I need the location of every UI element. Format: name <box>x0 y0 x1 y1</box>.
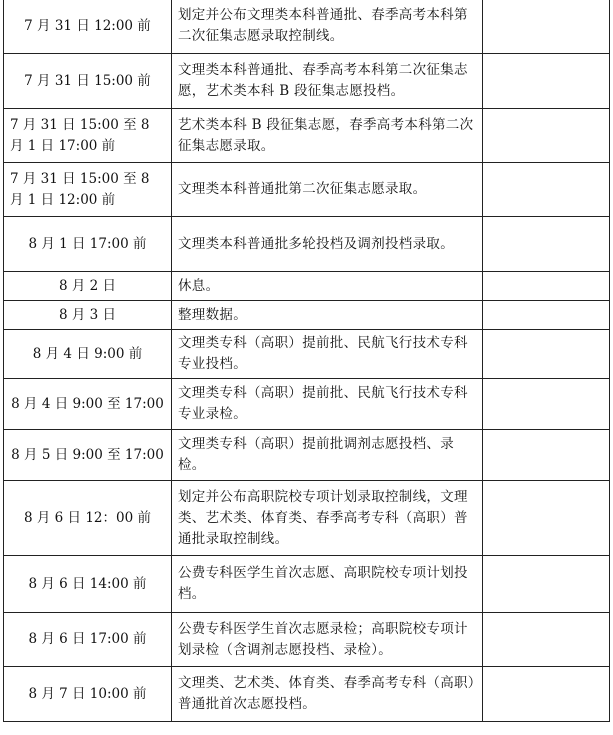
note-cell <box>483 54 610 109</box>
note-cell <box>483 330 610 379</box>
note-cell <box>483 481 610 556</box>
note-cell <box>483 0 610 54</box>
description-cell: 公费专科医学生首次志愿、高职院校专项计划投档。 <box>172 556 483 613</box>
time-cell: 8 月 2 日 <box>4 272 172 301</box>
time-cell: 7 月 31 日 15:00 前 <box>4 54 172 109</box>
time-cell: 8 月 6 日 17:00 前 <box>4 613 172 667</box>
description-cell: 文理类本科普通批第二次征集志愿录取。 <box>172 163 483 217</box>
time-cell: 8 月 4 日 9:00 至 17:00 <box>4 379 172 430</box>
table-row <box>4 272 610 301</box>
table-row <box>4 301 610 330</box>
description-cell: 艺术类本科 B 段征集志愿，春季高考本科第二次征集志愿录取。 <box>172 109 483 163</box>
time-cell: 7 月 31 日 15:00 至 8 月 1 日 17:00 前 <box>4 109 172 163</box>
time-cell: 8 月 4 日 9:00 前 <box>4 330 172 379</box>
note-cell <box>483 430 610 481</box>
note-cell <box>483 301 610 330</box>
description-cell: 划定并公布高职院校专项计划录取控制线，文理类、艺术类、体育类、春季高考专科（高职）普通批录取控制线。 <box>172 481 483 556</box>
description-cell: 整理数据。 <box>172 301 483 330</box>
note-cell <box>483 667 610 722</box>
description-cell: 文理类、艺术类、体育类、春季高考专科（高职）普通批首次志愿投档。 <box>172 667 483 722</box>
description-cell: 休息。 <box>172 272 483 301</box>
table-row <box>4 163 610 217</box>
table-row <box>4 54 610 109</box>
note-cell <box>483 379 610 430</box>
time-cell: 8 月 1 日 17:00 前 <box>4 217 172 272</box>
table-row <box>4 481 610 556</box>
description-cell: 文理类本科普通批多轮投档及调剂投档录取。 <box>172 217 483 272</box>
table-row <box>4 217 610 272</box>
table-row <box>4 0 610 54</box>
admission-schedule-table <box>3 0 610 722</box>
table-row <box>4 430 610 481</box>
table-row <box>4 667 610 722</box>
note-cell <box>483 613 610 667</box>
time-cell: 8 月 6 日 12：00 前 <box>4 481 172 556</box>
time-cell: 8 月 5 日 9:00 至 17:00 <box>4 430 172 481</box>
description-cell: 文理类专科（高职）提前批、民航飞行技术专科专业录检。 <box>172 379 483 430</box>
note-cell <box>483 556 610 613</box>
note-cell <box>483 217 610 272</box>
note-cell <box>483 163 610 217</box>
description-cell: 文理类专科（高职）提前批、民航飞行技术专科专业投档。 <box>172 330 483 379</box>
time-cell: 8 月 3 日 <box>4 301 172 330</box>
table-row <box>4 330 610 379</box>
table-row <box>4 556 610 613</box>
time-cell: 7 月 31 日 12:00 前 <box>4 0 172 54</box>
time-cell: 8 月 7 日 10:00 前 <box>4 667 172 722</box>
description-cell: 公费专科医学生首次志愿录检；高职院校专项计划录检（含调剂志愿投档、录检）。 <box>172 613 483 667</box>
table-row <box>4 613 610 667</box>
note-cell <box>483 272 610 301</box>
time-cell: 8 月 6 日 14:00 前 <box>4 556 172 613</box>
description-cell: 划定并公布文理类本科普通批、春季高考本科第二次征集志愿录取控制线。 <box>172 0 483 54</box>
table-row <box>4 379 610 430</box>
description-cell: 文理类专科（高职）提前批调剂志愿投档、录检。 <box>172 430 483 481</box>
note-cell <box>483 109 610 163</box>
table-row <box>4 109 610 163</box>
time-cell: 7 月 31 日 15:00 至 8 月 1 日 12:00 前 <box>4 163 172 217</box>
description-cell: 文理类本科普通批、春季高考本科第二次征集志愿，艺术类本科 B 段征集志愿投档。 <box>172 54 483 109</box>
